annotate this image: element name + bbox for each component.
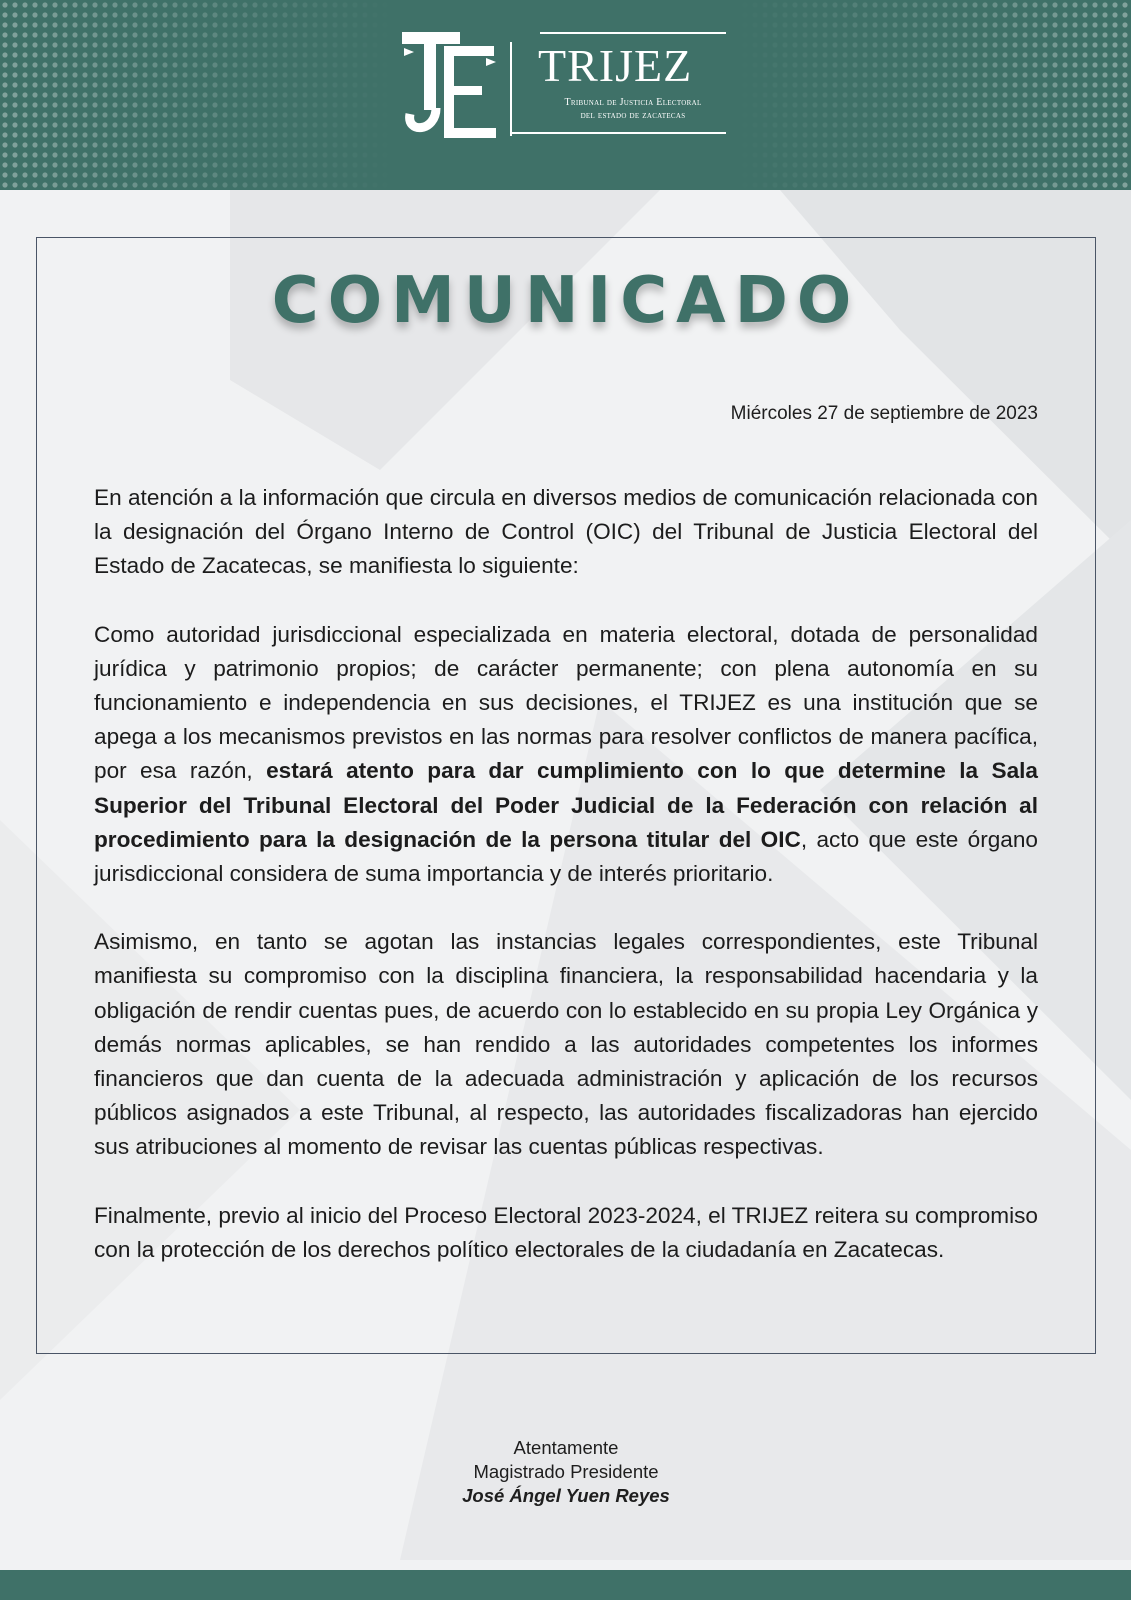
paragraph-1: En atención a la información que circula en diversos medios de comunicación relacionada con la designación del Órgano Interno de Control (OIC) del Tribunal de Justicia Electoral del Estado de Zacatecas, se manifiesta lo siguiente: — [94, 485, 1038, 579]
paragraph-2-start: Como autoridad jurisdiccional especializada en materia electoral, dotada de personalidad jurídica y patrimonio propios; de carácter permanente; con plena autonomía en su funcionamiento e independencia en sus decisiones, el TRIJEZ es una institución que se apega a los mecanismos previstos en las normas para resolver conflictos de manera pacífica, por esa razón, — [94, 621, 1038, 784]
paragraph-3: Asimismo, en tanto se agotan las instancias legales correspondientes, este Tribunal manifiesta su compromiso con la disciplina financiera, la responsabilidad hacendaria y la obligación de rendir cuentas pues, de acuerdo con lo establecido en su propia Ley Orgánica y demás normas aplicables, se han rendido a las autoridades competentes los informes financieros que dan cuenta de la adecuada administración y aplicación de los recursos públicos asignados a este Tribunal, al respecto, las autoridades fiscalizadoras han ejercido sus atribuciones al momento de revisar las cuentas públicas respectivas. — [94, 929, 1038, 1160]
signature-closing: Atentamente — [513, 1437, 619, 1458]
signature-block — [36, 1436, 1096, 1508]
logo-wordmark — [510, 32, 726, 136]
paragraph-2-end: , acto que este órgano jurisdiccional considera de suma importancia y de interés prioritario. — [94, 826, 1038, 887]
logo-subtitle — [540, 96, 726, 122]
paragraph-4: Finalmente, previo al inicio del Proceso Electoral 2023-2024, el TRIJEZ reitera su compromiso con la protección de los derechos político electorales de la ciudadanía en Zacatecas. — [94, 1202, 1038, 1262]
logo-subtitle-line1: Tribunal de Justicia Electoral — [564, 97, 702, 108]
page-title: COMUNICADO — [271, 264, 861, 338]
header-banner — [0, 0, 1131, 190]
paragraph-2-bold: estará atento para dar cumplimiento con lo que determine la Sala Superior del Tribunal Electoral del Poder Judicial de la Federación con relación al procedimiento para la designación de la persona titular del OIC — [94, 758, 1039, 852]
logo-subtitle-line2: del estado de zacatecas — [580, 110, 686, 121]
signature-name: José Ángel Yuen Reyes — [462, 1485, 670, 1506]
document-body — [94, 481, 1038, 1301]
trijez-monogram-logo — [400, 28, 500, 140]
document-date: Miércoles 27 de septiembre de 2023 — [730, 403, 1038, 424]
paragraph-2 — [94, 618, 1038, 892]
footer-band — [0, 1570, 1131, 1600]
logo-name: TRIJEZ — [538, 40, 693, 91]
signature-role: Magistrado Presidente — [473, 1461, 659, 1482]
